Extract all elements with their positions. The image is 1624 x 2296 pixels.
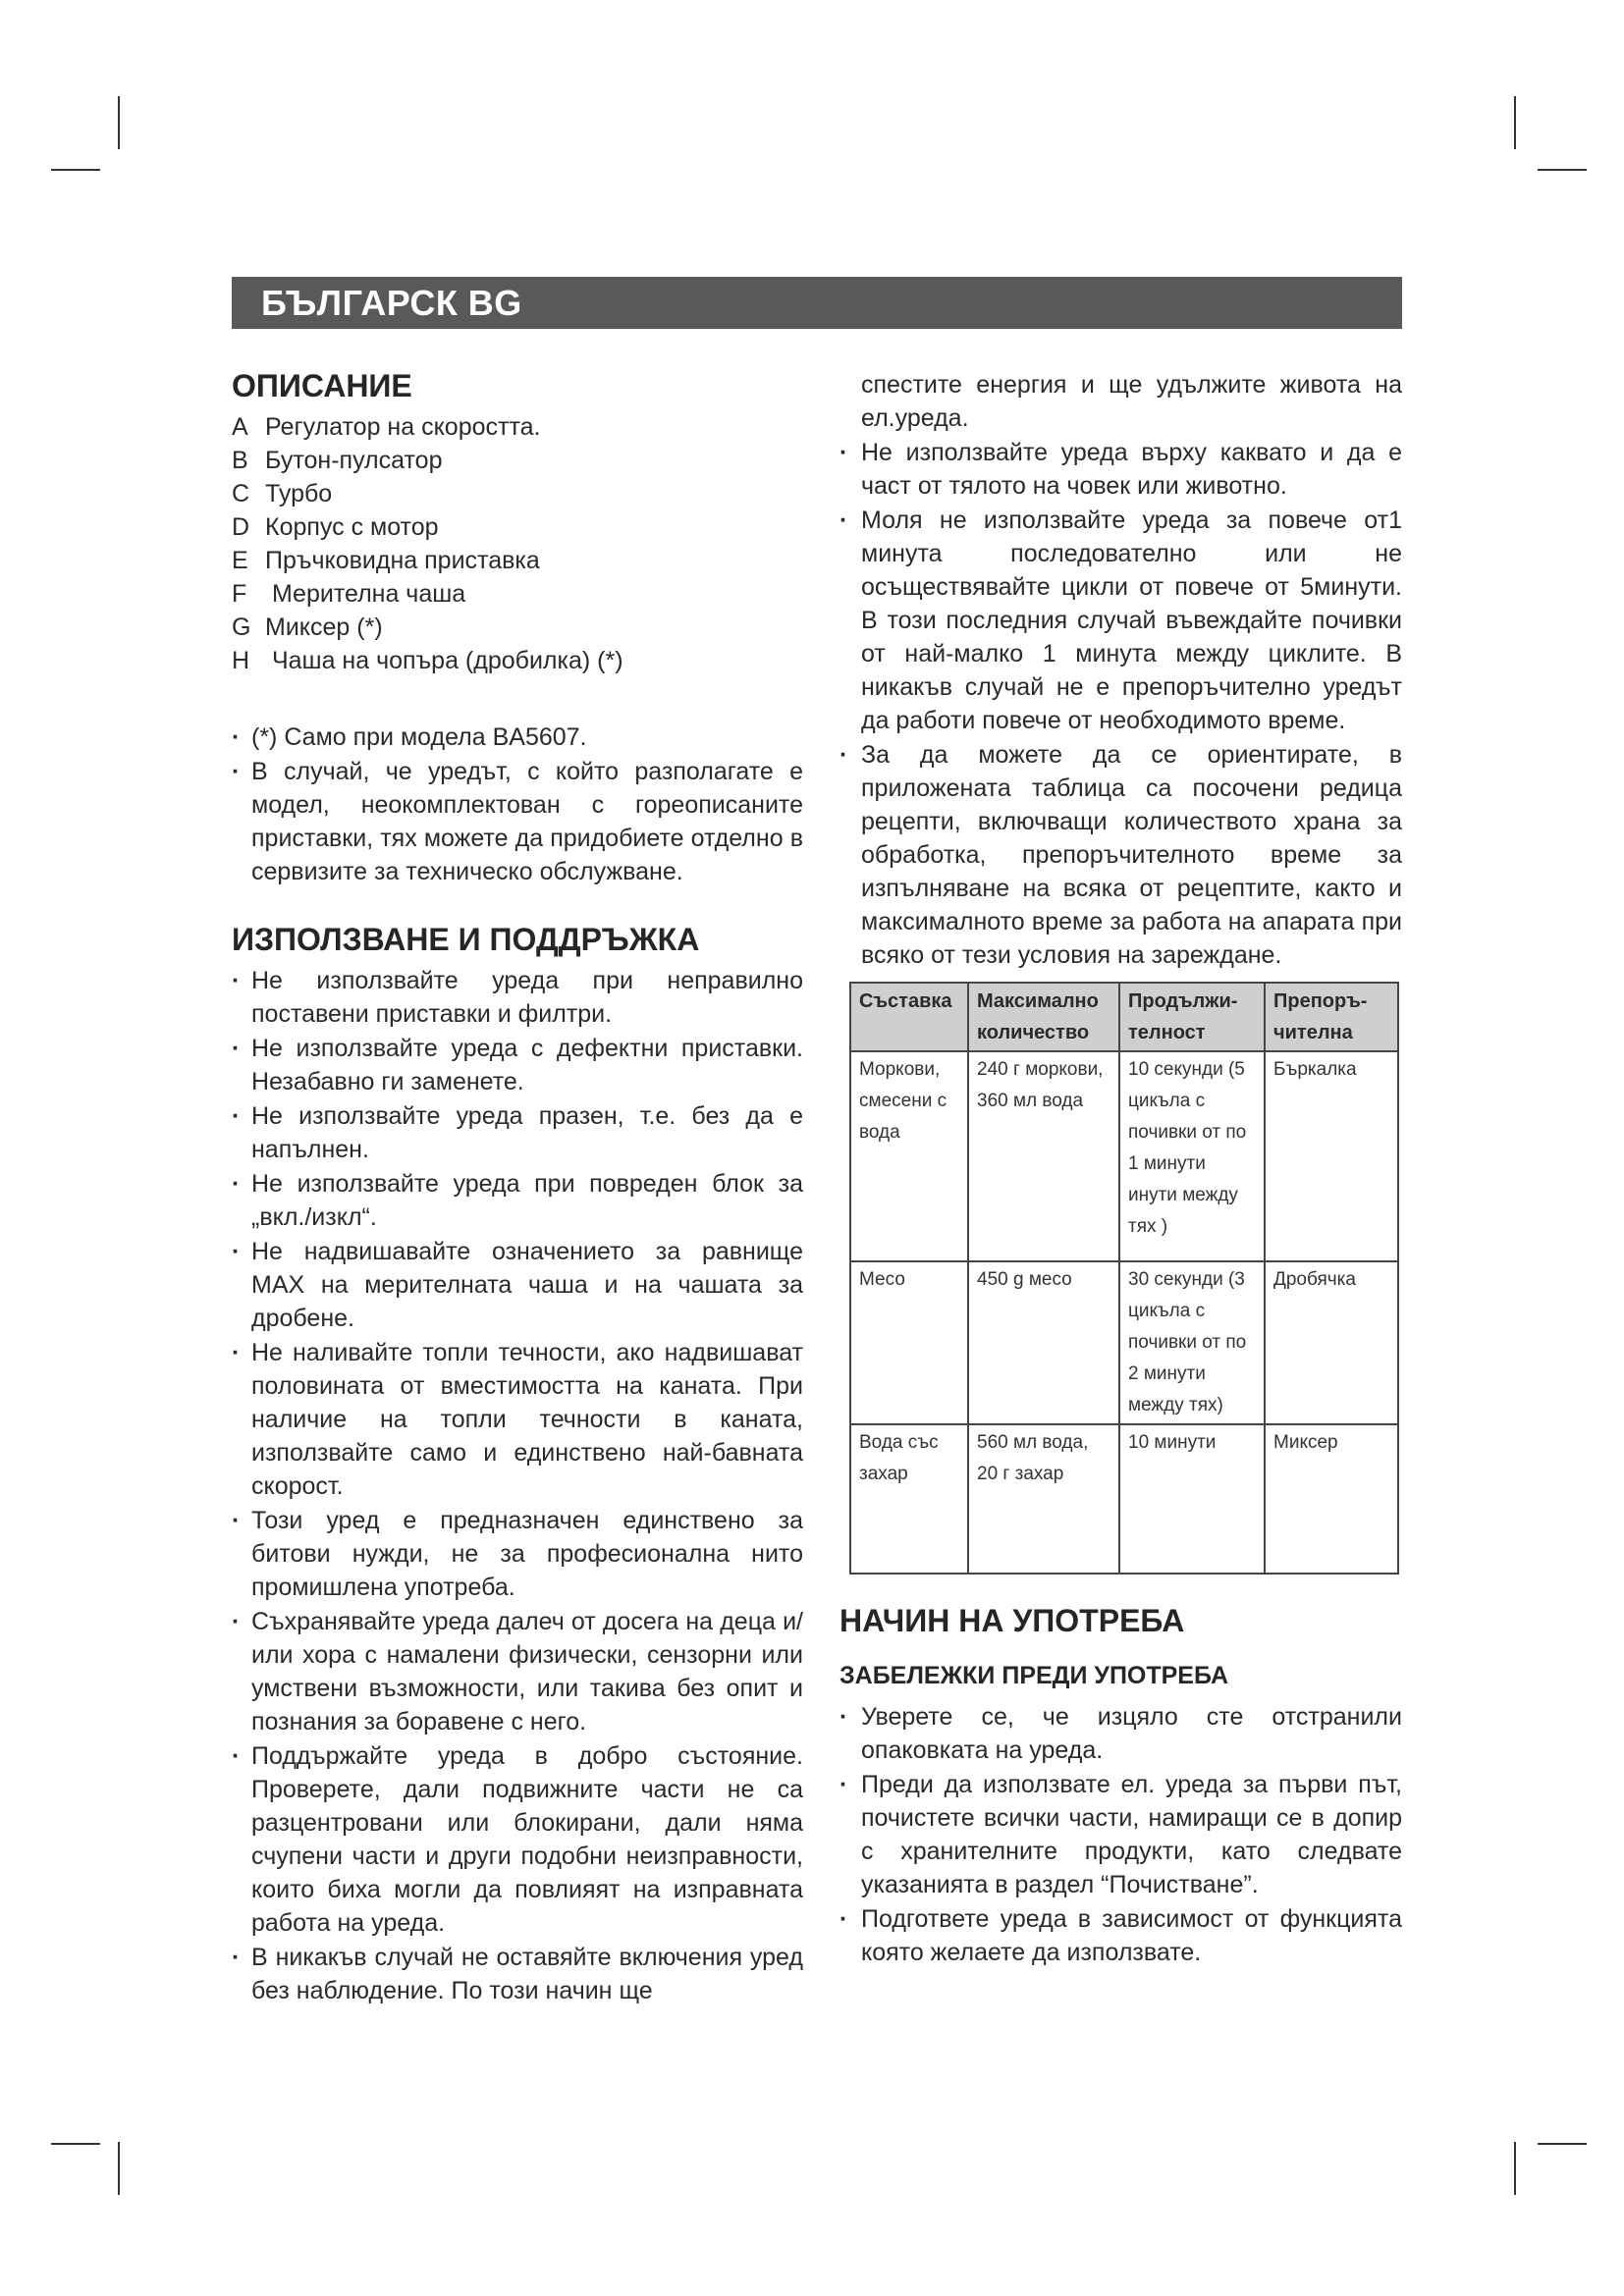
usage-item: · Не използвайте уреда с дефектни приставки. Незабавно ги заменете. (232, 1032, 803, 1098)
usage-item: · Не използвайте уреда при неправилно поставени приставки и филтри. (232, 964, 803, 1031)
table-cell: 560 мл вода, 20 г захар (968, 1424, 1119, 1574)
method-subtitle: ЗАБЕЛЕЖКИ ПРЕДИ УПОТРЕБА (839, 1662, 1229, 1689)
part-item: B Бутон-пулсатор (232, 447, 443, 474)
crop-mark-top-left-h (51, 169, 100, 171)
table-row (850, 1261, 1398, 1424)
usage-title: ИЗПОЛЗВАНЕ И ПОДДРЪЖКА (232, 922, 700, 957)
part-item: C Турбо (232, 480, 333, 507)
table-header-row (850, 983, 1398, 1051)
method-item: · Уверете се, че изцяло сте отстранили опаковката на уреда. (839, 1700, 1402, 1767)
language-header: БЪЛГАРСК BG (232, 277, 1402, 329)
crop-mark-top-left-v (118, 96, 120, 149)
table-row (850, 1051, 1398, 1261)
table-cell: 240 г моркови, 360 мл вода (968, 1051, 1119, 1261)
part-item: D Корпус с мотор (232, 513, 439, 541)
table-row (850, 1424, 1398, 1574)
usage-list (232, 964, 803, 2007)
usage-list-continued (839, 368, 1402, 972)
table-header-cell: Препоръ-чителна (1265, 983, 1398, 1051)
crop-mark-bottom-left-v (118, 2142, 120, 2195)
method-list (839, 1700, 1402, 1969)
usage-item-continued: спестите енергия и ще удължите живота на ел.уреда. (861, 371, 1402, 432)
crop-mark-bottom-left-h (51, 2143, 100, 2145)
table-header-cell: Продължи-телност (1119, 983, 1265, 1051)
method-item: · Преди да използвате ел. уреда за първи път, почистете всички части, намиращи се в допир с хранителните продукти, като следвате указанията в раздел “Почистване”. (839, 1768, 1402, 1901)
table-cell: 10 минути (1119, 1424, 1265, 1574)
usage-item: · Поддържайте уреда в добро състояние. Проверете, дали подвижните части не са разцентровани или блокирани, дали няма счупени части и други подобни неизправности, които биха могли да повлияят на изправната работа на уреда. (232, 1739, 803, 1940)
description-notes (232, 721, 803, 888)
usage-item: · Не използвайте уреда празен, т.е. без да е напълнен. (232, 1099, 803, 1166)
usage-item: · Не използвайте уреда при повреден блок за „вкл./изкл“. (232, 1167, 803, 1234)
usage-item: · Не използвайте уреда върху каквато и да е част от тялото на човек или животно. (839, 436, 1402, 503)
recipes-table (849, 982, 1399, 1575)
table-cell: 30 секунди (3 цикъла с почивки от по 2 минути между тях) (1119, 1261, 1265, 1424)
usage-item: · В никакъв случай не оставяйте включения уред без наблюдение. По този начин ще (232, 1941, 803, 2007)
crop-mark-top-right-v (1514, 96, 1516, 149)
usage-item: · Моля не използвайте уреда за повече от1 минута последователно или не осъществявайте цикли от повече от 5минути. В този последния случай въвеждайте почивки от най-малко 1 минута между циклите. В никакъв случай не е препоръчително уредът да работи повече от необходимото време. (839, 504, 1402, 737)
usage-item: · За да можете да се ориентирате, в приложената таблица са посочени редица рецепти, включващи количеството храна за обработка, препоръчителното време за изпълняване на всяка от рецептите, както и максималното време за работа на апарата при всяко от тези условия на зареждане. (839, 738, 1402, 972)
usage-item: · Този уред е предназначен единствено за битови нужди, не за професионална нито промишлена употреба. (232, 1504, 803, 1604)
method-item: · Подгответе уреда в зависимост от функцията която желаете да използвате. (839, 1902, 1402, 1969)
crop-mark-bottom-right-h (1538, 2143, 1587, 2145)
table-cell: Бъркалка (1265, 1051, 1398, 1261)
usage-item: · Съхранявайте уреда далеч от досега на деца и/или хора с намалени физически, сензорни или умствени възможности, или такива без опит и познания за боравене с него. (232, 1605, 803, 1738)
right-column (839, 368, 1402, 1970)
part-item: F Мерителна чаша (232, 580, 466, 608)
table-cell: 450 g месо (968, 1261, 1119, 1424)
table-cell: 10 секунди (5 цикъла с почивки от по 1 минути инути между тях ) (1119, 1051, 1265, 1261)
table-cell: Моркови, смесени с вода (850, 1051, 968, 1261)
table-cell: Миксер (1265, 1424, 1398, 1574)
table-header-cell: Максимално количество (968, 983, 1119, 1051)
note-item: · (*) Само при модела BA5607. (232, 721, 803, 754)
table-cell: Месо (850, 1261, 968, 1424)
crop-mark-top-right-h (1538, 169, 1587, 171)
part-item: G Миксер (*) (232, 614, 383, 641)
note-item: · В случай, че уредът, с който разполагате е модел, неокомплектован с гореописаните приставки, тях можете да придобиете отделно в сервизите за техническо обслужване. (232, 755, 803, 888)
usage-item: · Не надвишавайте означението за равнище MAX на мерителната чаша и на чашата за дробене. (232, 1235, 803, 1335)
usage-item: · Не наливайте топли течности, ако надвишават половината от вместимостта на каната. При наличие на топли течности в каната, използвайте само и единствено най-бавната скорост. (232, 1336, 803, 1503)
parts-list (232, 410, 803, 677)
table-cell: Вода със захар (850, 1424, 968, 1574)
part-item: E Пръчковидна приставка (232, 547, 540, 574)
description-title: ОПИСАНИЕ (232, 368, 412, 403)
part-item: A Регулатор на скоростта. (232, 413, 541, 441)
table-cell: Дробячка (1265, 1261, 1398, 1424)
left-column (232, 365, 803, 2008)
crop-mark-bottom-right-v (1514, 2142, 1516, 2195)
part-item: H Чаша на чопъра (дробилка) (*) (232, 647, 623, 674)
table-header-cell: Съставка (850, 983, 968, 1051)
method-title: НАЧИН НА УПОТРЕБА (839, 1603, 1185, 1638)
